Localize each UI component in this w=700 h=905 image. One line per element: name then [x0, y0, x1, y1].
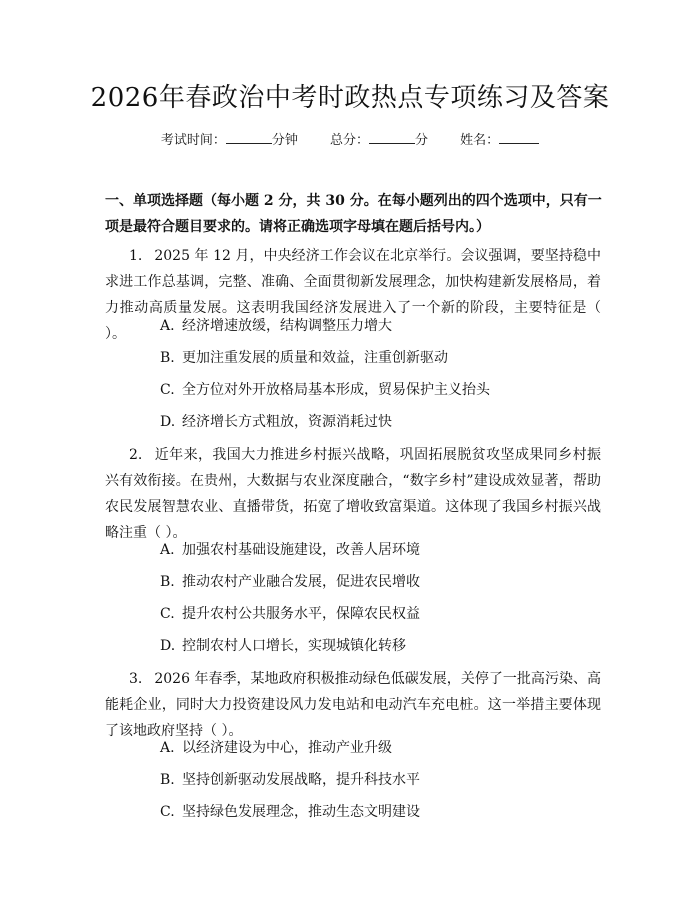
- option-text: 加强农村基础设施建设，改善人居环境: [182, 542, 420, 558]
- option-text: 全方位对外开放格局基本形成，贸易保护主义抬头: [182, 382, 490, 398]
- option-1-b: [160, 348, 448, 368]
- option-text: 坚持绿色发展理念，推动生态文明建设: [182, 804, 420, 820]
- option-text: 推动农村产业融合发展，促进农民增收: [182, 574, 420, 590]
- option-letter: B.: [160, 574, 175, 590]
- option-2-a: [160, 540, 420, 560]
- option-text: 坚持创新驱动发展战略，提升科技水平: [182, 772, 420, 788]
- option-text: 经济增长方式粗放，资源消耗过快: [182, 414, 392, 430]
- exam-meta: [0, 131, 700, 151]
- question-number: 2.: [129, 447, 143, 463]
- option-3-a: [160, 738, 392, 758]
- option-letter: A.: [160, 542, 175, 558]
- time-label: 考试时间：: [160, 133, 226, 148]
- option-text: 经济增速放缓，结构调整压力增大: [182, 318, 392, 334]
- option-letter: B.: [160, 772, 175, 788]
- option-text: 更加注重发展的质量和效益，注重创新驱动: [182, 350, 448, 366]
- option-text: 控制农村人口增长，实现城镇化转移: [182, 638, 406, 654]
- name-label: 姓名：: [460, 133, 500, 148]
- option-letter: D.: [160, 414, 176, 430]
- option-letter: C.: [160, 804, 175, 820]
- score-label: 总分：: [329, 133, 369, 148]
- question-text: 2026 年春季，某地政府积极推动绿色低碳发展，关停了一批高污染、高能耗企业，同时大力投资建设风力发电站和电动汽车充电桩。这一举措主要体现了该地政府坚持（ ）。: [105, 671, 601, 739]
- score-blank: [369, 131, 415, 144]
- option-letter: C.: [160, 382, 175, 398]
- option-3-c: [160, 802, 420, 822]
- question-text: 2025 年 12 月，中央经济工作会议在北京举行。会议强调，要坚持稳中求进工作总基调，完整、准确、全面贯彻新发展理念，加快构建新发展格局，着力推动高质量发展。这表明我国经济发展进入了一个新的阶段，主要特征是（ ）。: [105, 248, 601, 342]
- time-unit: 分钟: [271, 133, 298, 148]
- option-letter: A.: [160, 318, 175, 334]
- total-score-field: [330, 133, 432, 148]
- question-number: 1.: [129, 248, 143, 264]
- option-2-b: [160, 572, 420, 592]
- question-2-stem: [105, 442, 601, 546]
- option-letter: B.: [160, 350, 175, 366]
- option-1-d: [160, 412, 392, 432]
- option-letter: A.: [160, 740, 175, 756]
- option-1-c: [160, 380, 490, 400]
- question-number: 3.: [129, 671, 143, 687]
- option-2-d: [160, 636, 406, 656]
- option-1-a: [160, 316, 392, 336]
- option-3-b: [160, 770, 420, 790]
- name-blank: [499, 131, 539, 144]
- option-2-c: [160, 604, 420, 624]
- question-3-stem: [105, 666, 601, 744]
- student-name-field: [460, 133, 539, 148]
- option-text: 以经济建设为中心，推动产业升级: [182, 740, 392, 756]
- page-title: 2026年春政治中考时政热点专项练习及答案: [90, 83, 610, 113]
- section-heading: 一、单项选择题（每小题 2 分，共 30 分。在每小题列出的四个选项中，只有一项是最符合题目要求的。请将正确选项字母填在题后括号内。）: [105, 193, 602, 235]
- time-blank: [226, 131, 272, 144]
- exam-time-field: [161, 133, 302, 148]
- question-text: 近年来，我国大力推进乡村振兴战略，巩固拓展脱贫攻坚成果同乡村振兴有效衔接。在贵州，大数据与农业深度融合，“数字乡村”建设成效显著，帮助农民发展智慧农业、直播带货，拓宽了增收致富渠道。这体现了我国乡村振兴战略注重（ ）。: [105, 447, 601, 541]
- score-unit: 分: [415, 133, 429, 148]
- option-letter: D.: [160, 638, 176, 654]
- option-letter: C.: [160, 606, 175, 622]
- option-text: 提升农村公共服务水平，保障农民权益: [182, 606, 420, 622]
